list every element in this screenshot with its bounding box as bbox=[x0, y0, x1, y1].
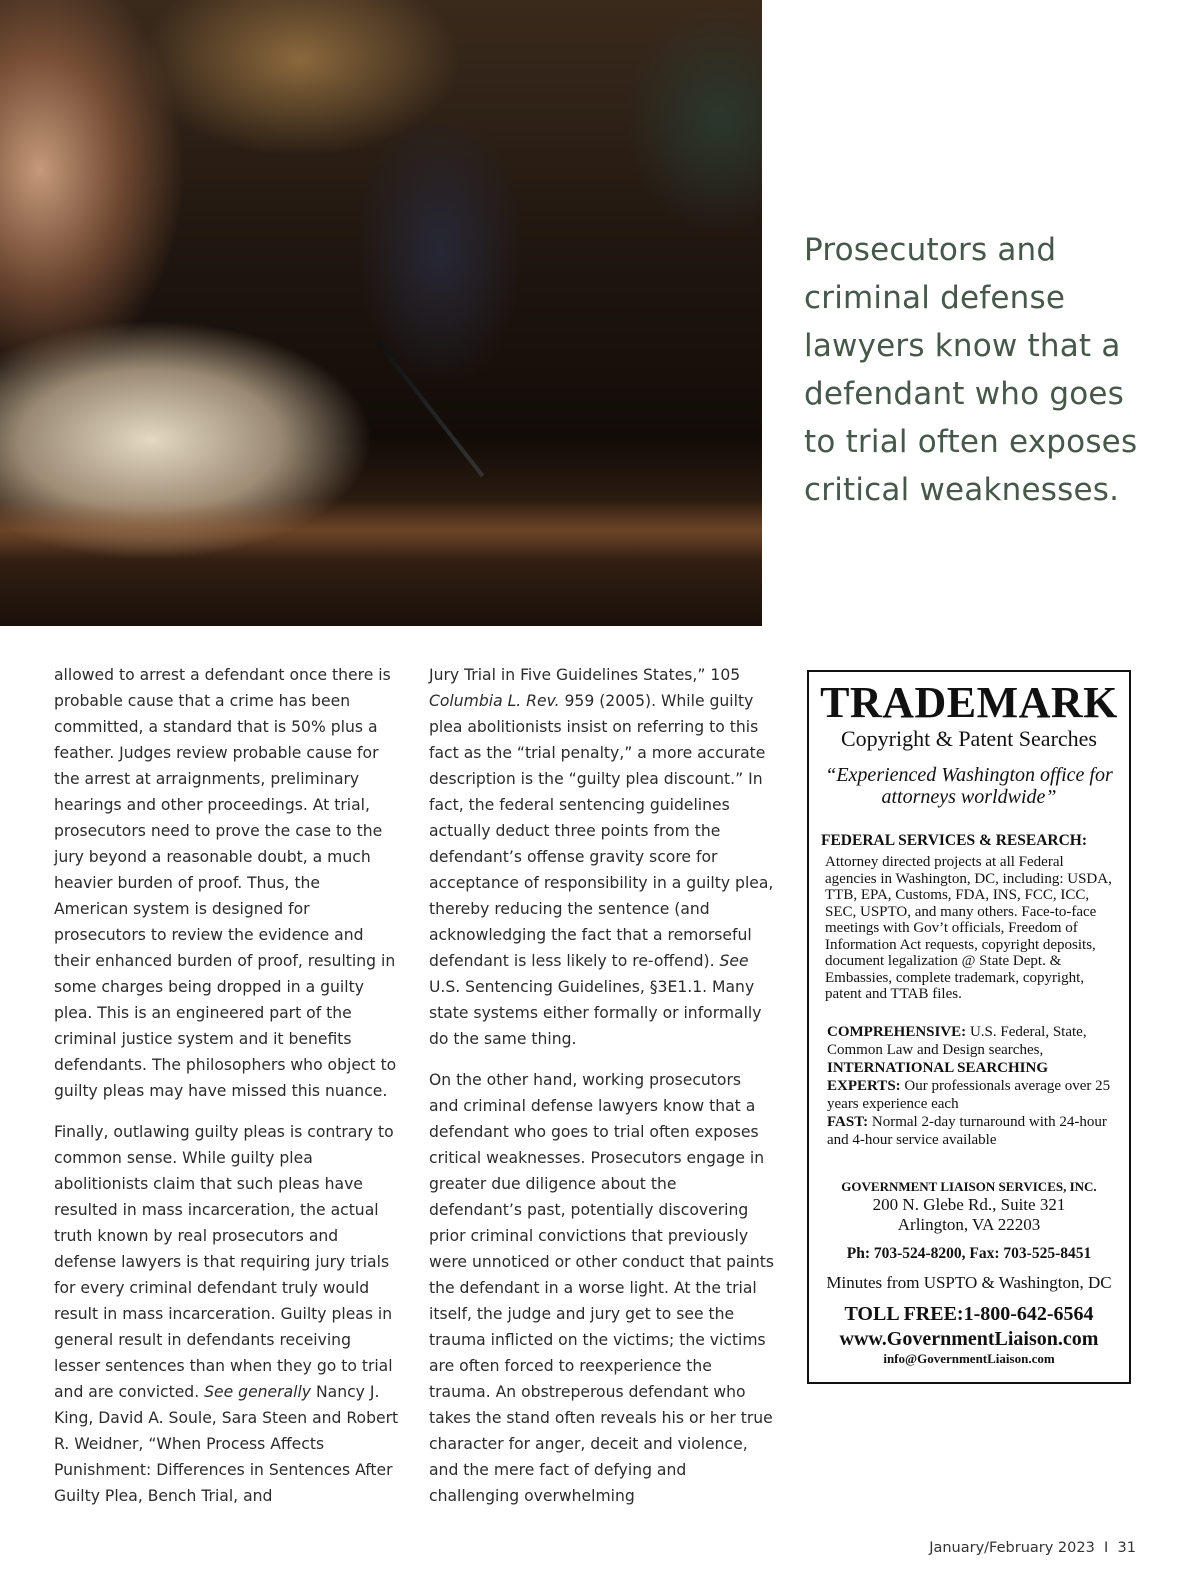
ad-address-line: Arlington, VA 22203 bbox=[897, 1214, 1041, 1234]
ad-subtitle: Copyright & Patent Searches bbox=[840, 726, 1097, 751]
issue-date: January/February 2023 bbox=[929, 1540, 1095, 1556]
paragraph: allowed to arrest a defendant once there is probable cause that a crime has been committed, a standard that is 50% plus a feather. Judges review probable cause for the arrest at arraignments, preliminary hearings and other proceedings. At trial, prosecutors need to prove the case to the jury beyond a reasonable doubt, a much heavier burden of proof. Thus, the American system is designed for prosecutors to review the evidence and their enhanced burden of proof, resulting in some charges being dropped in a guilty plea. This is an engineered part of the criminal justice system and it benefits defendants. The philosophers who object to guilty pleas may have missed this nuance. bbox=[54, 666, 397, 1100]
paragraph-text: Finally, outlawing guilty pleas is contrary to common sense. While guilty plea abolitionists claim that such pleas have resulted in mass incarceration, the actual truth known by real prosecutors and defense lawyers is that requiring jury trials for every criminal defendant truly would result in mass incarceration. Guilty pleas in general result in defendants receiving lesser sentences than when they go to trial and are convicted. bbox=[54, 1123, 394, 1401]
ad-company: GOVERNMENT LIAISON SERVICES, INC. bbox=[841, 1178, 1097, 1194]
article-column-2 bbox=[429, 662, 774, 1524]
ad-location-note: Minutes from USPTO & Washington, DC bbox=[826, 1272, 1112, 1292]
ad-website: www.GovernmentLiaison.com bbox=[839, 1327, 1099, 1350]
ad-services-text: Attorney directed projects at all Federal agencies in Washington, DC, including: USDA, TTB, EPA, Customs, FDA, INS, FCC, ICC, SEC, USPTO, and many others. Face-to-face meetings with Gov’t officials, Freedom of Information Act requests, copyright deposits, document legalization @ State Dept. & Embassies, complete trademark, copyright, patent and TTAB files. bbox=[825, 854, 1112, 1002]
pull-quote: Prosecutors and criminal defense lawyers know that a defendant who goes to trial often exposes critical weaknesses. bbox=[804, 232, 1138, 508]
ad-tagline: “Experienced Washington office for attorneys worldwide” bbox=[825, 764, 1113, 808]
page-footer bbox=[900, 1540, 1136, 1556]
paragraph bbox=[54, 1119, 399, 1509]
paragraph-text: 959 (2005). While guilty plea abolitionists insist on referring to this fact as the “trial penalty,” a more accurate description is the “guilty plea discount.” In fact, the federal sentencing guidelines actually deduct three points from the defendant’s offense gravity score for acceptance of responsibility in a guilty plea, thereby reducing the sentence (and acknowledging the fact that a remorseful defendant is less likely to re-offend). bbox=[429, 692, 774, 970]
feature-label: EXPERTS: bbox=[827, 1077, 901, 1094]
ad-features bbox=[827, 1023, 1121, 1149]
journal-name: Columbia L. Rev. bbox=[429, 692, 560, 710]
background-figure bbox=[360, 120, 520, 380]
courtroom-photo bbox=[0, 0, 762, 626]
ad-section-heading: FEDERAL SERVICES & RESEARCH: bbox=[821, 832, 1088, 849]
citation-signal: See bbox=[719, 952, 749, 970]
trademark-advertisement bbox=[807, 670, 1131, 1384]
paragraph-text: Nancy J. King, David A. Soule, Sara Steen and Robert R. Weidner, “When Process Affects Punishment: Differences in Sentences After Guilty Plea, Bench Trial, and bbox=[54, 1383, 399, 1505]
page-number: 31 bbox=[1117, 1540, 1136, 1556]
ad-phone: Ph: 703-524-8200, Fax: 703-525-8451 bbox=[846, 1244, 1092, 1262]
paragraph: On the other hand, working prosecutors and criminal defense lawyers know that a defendant who goes to trial often exposes critical weaknesses. Prosecutors engage in greater due diligence about the defendant’s past, potentially discovering prior criminal convictions that previously were unnoticed or other conduct that paints the defendant in a worse light. At the trial itself, the judge and jury get to see the trauma inflicted on the victims; the victims are often forced to reexperience the trauma. An obstreperous defendant who takes the stand often reveals his or her true character for anger, deceit and violence, and the mere fact of defying and challenging overwhelming bbox=[429, 1071, 774, 1505]
ad-title: TRADEMARK bbox=[820, 678, 1118, 727]
paragraph-text: U.S. Sentencing Guidelines, §3E1.1. Many state systems either formally or informally do the same thing. bbox=[429, 978, 762, 1048]
feature-label: INTERNATIONAL SEARCHING bbox=[827, 1059, 1049, 1076]
ad-toll-free: TOLL FREE:1-800-642-6564 bbox=[844, 1302, 1094, 1325]
desk-highlight bbox=[0, 500, 762, 560]
article-column-1 bbox=[54, 662, 399, 1524]
feature-label: COMPREHENSIVE: bbox=[827, 1023, 967, 1040]
footer-separator: I bbox=[1104, 1540, 1109, 1556]
feature-text: Normal 2-day turnaround with 24-hour and 4-hour service available bbox=[827, 1113, 1107, 1148]
paragraph bbox=[429, 662, 774, 1052]
feature-text: U.S. Federal, State, Common Law and Design searches, bbox=[827, 1023, 1087, 1058]
ad-address-line: 200 N. Glebe Rd., Suite 321 bbox=[872, 1194, 1066, 1214]
feature-text: Our professionals average over 25 years experience each bbox=[827, 1077, 1111, 1112]
ad-email: info@GovernmentLiaison.com bbox=[883, 1350, 1055, 1366]
citation-signal: See generally bbox=[204, 1383, 312, 1401]
feature-label: FAST: bbox=[827, 1113, 869, 1130]
paragraph-text: Jury Trial in Five Guidelines States,” 105 bbox=[429, 666, 741, 684]
